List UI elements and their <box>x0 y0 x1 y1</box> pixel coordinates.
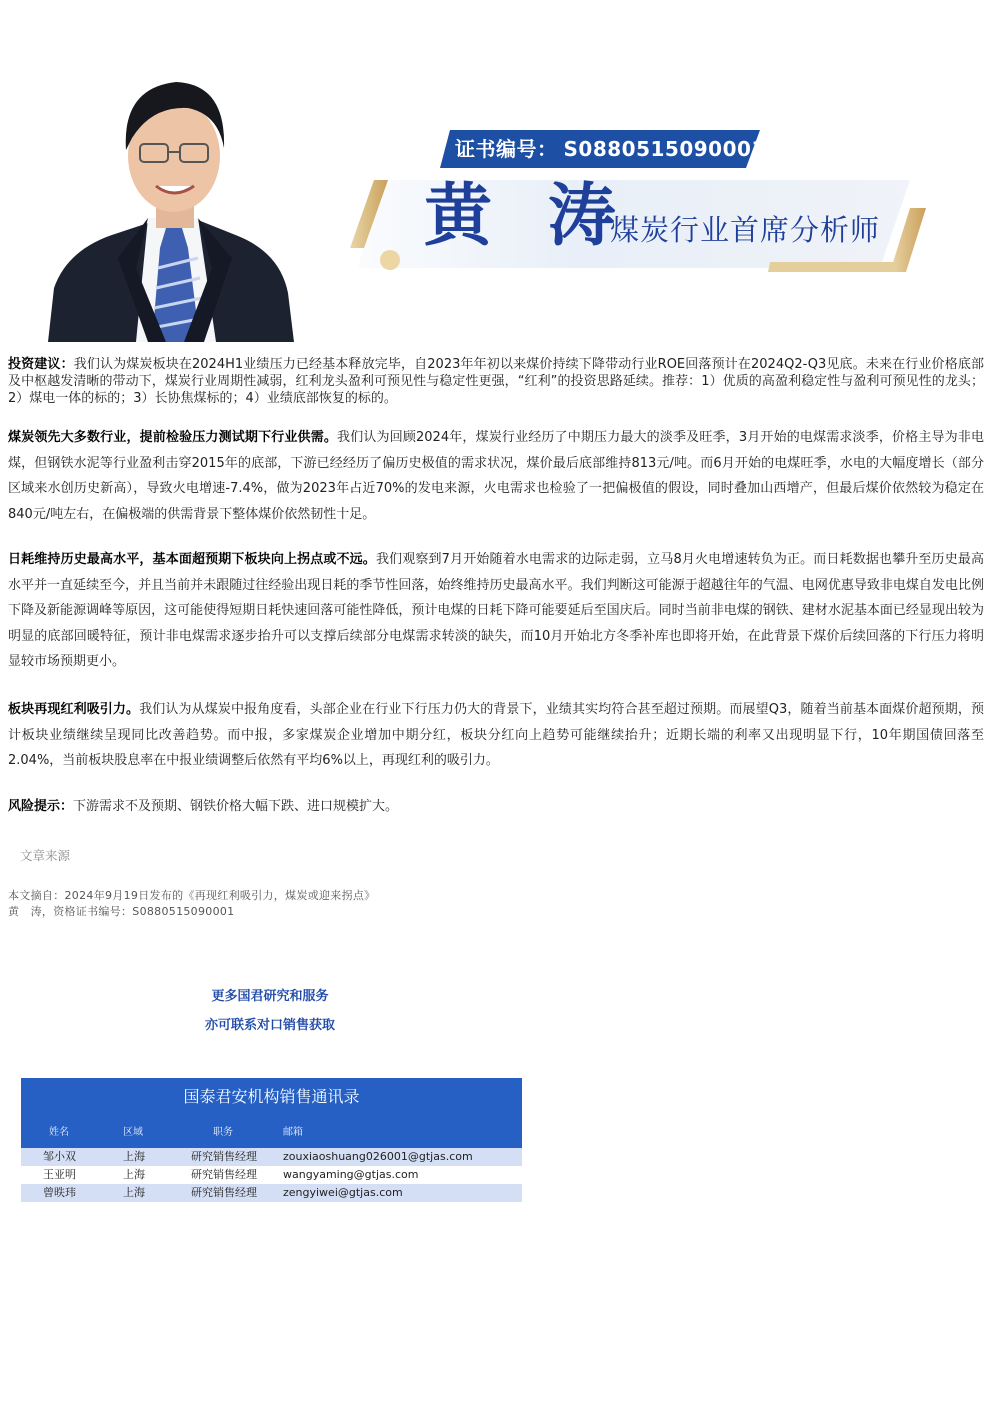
contact-name: 邹小双 <box>43 1150 76 1163</box>
contact-table-header <box>21 1078 522 1148</box>
column-header: 邮箱 <box>283 1127 303 1138</box>
paragraph-text: 我们观察到7月开始随着水电需求的边际走弱，立马8月火电增速转负为正。而日耗数据也攀升至历史最高水平并一直延续至今，并且当前并未跟随过往经验出现日耗的季节性回落，始终维持历史最高水平。我们判断这可能源于超越往年的气温、电网优惠导致非电煤自发电比例下降及新能源调峰等原因，这可能使得短期日耗快速回落可能性降低，预计电煤的日耗下降可能要延后至国庆后。同时当前非电煤的钢铁、建材水泥基本面已经显现出较为明显的底部回暖特征，预计非电煤需求逐步抬升可以支撑后续部分电煤需求转淡的缺失，而10月开始北方冬季补库也即将开始，在此背景下煤价后续回落的下行压力将明显较市场预期更小。 <box>8 552 984 669</box>
column-header: 姓名 <box>49 1127 69 1138</box>
analyst-name: 黄 涛 <box>424 176 632 256</box>
promo-line: 亦可联系对口销售获取 <box>204 1018 335 1033</box>
paragraph-dividend-appeal <box>8 697 984 774</box>
paragraph-text: 我们认为煤炭板块在2024H1业绩压力已经基本释放完毕，自2023年年初以来煤价持续下降带动行业ROE回落预计在2024Q2-Q3见底。未来在行业价格底部及中枢越发清晰的带动下，煤炭行业周期性减弱，红利龙头盈利可预见性与稳定性更强，“红利”的投资思路延续。推荐：1）优质的高盈利稳定性与盈利可预见性的龙头；2）煤电一体的标的；3）长协焦煤标的；4）业绩底部恢复的标的。 <box>8 357 984 406</box>
excerpt-note <box>8 888 376 920</box>
column-header: 区域 <box>123 1127 143 1138</box>
contact-region: 上海 <box>123 1168 145 1181</box>
analyst-header <box>0 0 992 345</box>
paragraph-heading: 板块再现红利吸引力。 <box>8 702 140 717</box>
paragraph-heading: 风险提示： <box>8 799 74 814</box>
contact-email[interactable]: zouxiaoshuang026001@gtjas.com <box>283 1150 473 1163</box>
contact-table-title: 国泰君安机构销售通讯录 <box>183 1087 360 1106</box>
analyst-title: 煤炭行业首席分析师 <box>610 213 881 247</box>
paragraph-investment-advice <box>8 356 984 407</box>
contact-region: 上海 <box>123 1150 145 1163</box>
paragraph-risk-warning <box>8 797 984 817</box>
contact-name: 曾昳玮 <box>43 1186 76 1199</box>
sales-contact-table <box>21 1078 522 1202</box>
paragraph-heading: 投资建议： <box>8 357 74 372</box>
table-row <box>21 1166 522 1184</box>
contact-role: 研究销售经理 <box>191 1150 257 1163</box>
column-header: 职务 <box>213 1127 233 1138</box>
promo-line: 更多国君研究和服务 <box>211 989 329 1004</box>
cert-number: 证书编号： S0880515090001 <box>455 137 766 161</box>
analyst-photo <box>48 68 294 342</box>
column-headers <box>21 1123 522 1141</box>
paragraph-text: 下游需求不及预期、钢铁价格大幅下跌、进口规模扩大。 <box>73 799 399 814</box>
article-source-link[interactable]: 文章来源 <box>20 848 71 863</box>
contact-email[interactable]: zengyiwei@gtjas.com <box>283 1186 403 1199</box>
paragraph-heading: 煤炭领先大多数行业，提前检验压力测试期下行业供需。 <box>8 430 338 445</box>
table-row <box>21 1184 522 1202</box>
paragraph-heading: 日耗维持历史最高水平，基本面超预期下板块向上拐点或不远。 <box>8 552 376 567</box>
paragraph-daily-consumption <box>8 547 984 675</box>
contact-name: 王亚明 <box>43 1168 76 1181</box>
contact-region: 上海 <box>123 1186 145 1199</box>
paragraph-text: 我们认为从煤炭中报角度看，头部企业在行业下行压力仍大的背景下，业绩其实均符合甚至超过预期。而展望Q3，随着当前基本面煤价超预期，预计板块业绩继续呈现同比改善趋势。而中报，多家煤炭企业增加中期分红，板块分红向上趋势可能继续抬升；近期长端的利率又出现明显下行，10年期国债回落至2.04%，当前板块股息率在中报业绩调整后依然有平均6%以上，再现红利的吸引力。 <box>8 702 984 768</box>
excerpt-line: 黄 涛，资格证书编号：S0880515090001 <box>8 905 235 918</box>
excerpt-line: 本文摘自：2024年9月19日发布的《再现红利吸引力，煤炭或迎来拐点》 <box>8 889 376 902</box>
paragraph-industry-lead <box>8 425 984 527</box>
contact-email[interactable]: wangyaming@gtjas.com <box>283 1168 419 1181</box>
contact-role: 研究销售经理 <box>191 1186 257 1199</box>
table-row <box>21 1148 522 1166</box>
paragraph-text: 我们认为回顾2024年，煤炭行业经历了中期压力最大的淡季及旺季，3月开始的电煤需求淡季，价格主导为非电煤，但钢铁水泥等行业盈利击穿2015年的底部，下游已经经历了偏历史极值的需求状况，煤价最后底部维持813元/吨。而6月开始的电煤旺季，水电的大幅度增长（部分区域来水创历史新高），导致火电增速-7.4%，做为2023年占近70%的发电来源，火电需求也检验了一把偏极值的假设，同时叠加山西增产，但最后煤价依然较为稳定在840元/吨左右，在偏极端的供需背景下整体煤价依然韧性十足。 <box>8 430 984 522</box>
contact-role: 研究销售经理 <box>191 1168 257 1181</box>
